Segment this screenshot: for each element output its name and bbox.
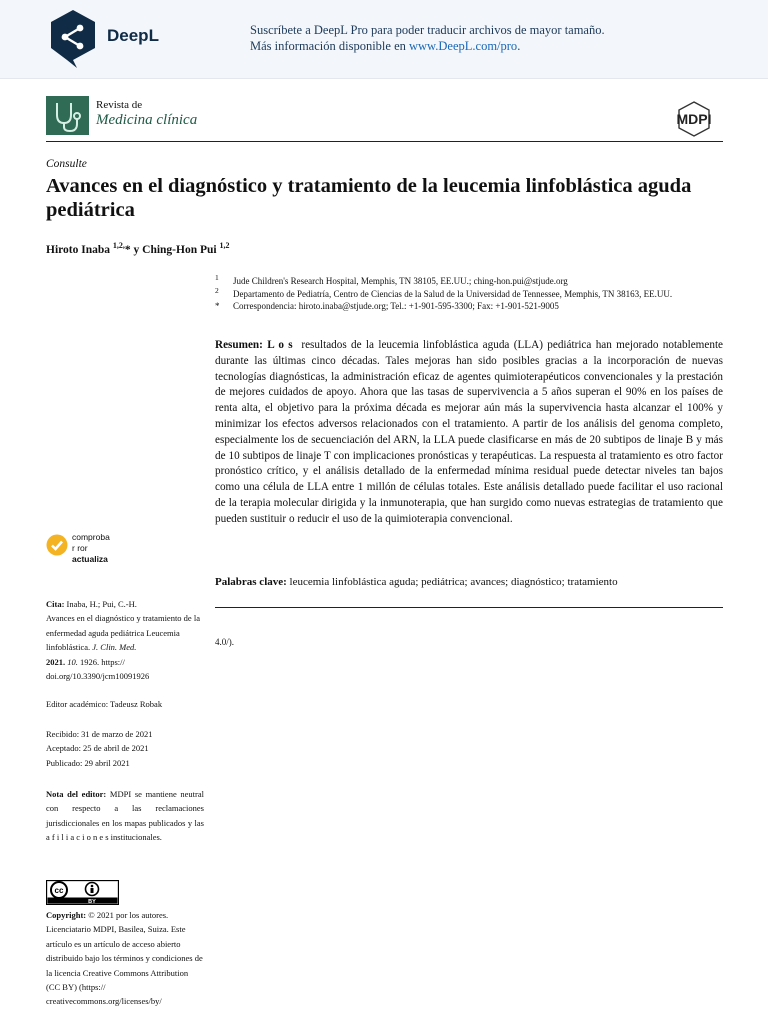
header-divider xyxy=(46,141,723,142)
author-list xyxy=(46,241,229,256)
date-received: Recibido: 31 de marzo de 2021 xyxy=(46,729,153,739)
check-updates-label[interactable] xyxy=(72,532,110,565)
deepl-pro-link[interactable]: www.DeepL.com/pro xyxy=(409,39,518,53)
affiliation-marker: 1 xyxy=(215,273,219,282)
banner-line-1: Suscríbete a DeepL Pro para poder traducir archivos de mayor tamaño. xyxy=(250,23,605,37)
citation-pages: 1926. https:// xyxy=(80,656,125,667)
citation-year: 2021. xyxy=(46,656,66,667)
author-1-affil: 1,2, xyxy=(112,241,125,250)
abstract-lead: L o s xyxy=(267,339,293,351)
copyright-label: Copyright: xyxy=(46,910,87,920)
publisher-note xyxy=(46,787,204,845)
citation-label: Cita: xyxy=(46,599,65,609)
deepl-logo-icon[interactable] xyxy=(47,8,99,70)
author-join: y xyxy=(133,243,140,256)
keywords xyxy=(215,576,723,588)
author-1-corresponding: * xyxy=(124,243,131,256)
citation-doi[interactable]: doi.org/10.3390/jcm10091926 xyxy=(46,671,150,682)
affiliation-item xyxy=(215,300,725,313)
cc-badge-text: BY xyxy=(88,899,96,905)
abstract xyxy=(215,338,723,528)
svg-text:cc: cc xyxy=(54,886,64,895)
publication-dates xyxy=(46,727,204,770)
affiliation-item xyxy=(215,275,725,288)
copyright-block xyxy=(46,908,204,1009)
abstract-label: Resumen: xyxy=(215,339,263,351)
check-updates-icon[interactable] xyxy=(46,534,68,556)
journal-prefix: Revista de xyxy=(96,99,143,111)
citation-block xyxy=(46,597,204,683)
citation-volume: 10. xyxy=(67,656,78,667)
citation-authors: Inaba, H.; Pui, C.-H. xyxy=(66,599,137,609)
affiliation-marker: 2 xyxy=(215,285,219,295)
affiliation-marker: * xyxy=(215,301,220,311)
abstract-divider xyxy=(215,607,723,608)
article-title: Avances en el diagnóstico y tratamiento de la leucemia linfoblástica aguda pediátrica xyxy=(46,175,692,221)
license-fragment: 4.0/). xyxy=(215,637,234,647)
affiliation-text: Jude Children's Research Hospital, Memphis, TN 38105, EE.UU.; ching-hon.pui@stjude.org xyxy=(233,276,568,286)
stethoscope-logo-icon xyxy=(46,96,89,135)
date-accepted: Aceptado: 25 de abril de 2021 xyxy=(46,743,149,754)
author-1: Hiroto Inaba xyxy=(46,243,111,256)
banner-line-2-prefix: Más información disponible en xyxy=(250,39,409,53)
article-type: Consulte xyxy=(46,158,87,170)
date-published: Publicado: 29 abril 2021 xyxy=(46,757,130,768)
affiliation-text: Correspondencia: hiroto.inaba@stjude.org; Tel.: +1-901-595-3300; Fax: +1-901-521-9005 xyxy=(233,301,559,311)
affiliation-item xyxy=(215,285,725,301)
abstract-text: resultados de la leucemia linfoblástica aguda (LLA) pediátrica han mejorado notablemente durante las últimas cinco décadas. Tales mejoras han sido posibles gracias a la incorporación de nuevas tecnologías diagnósticas, la administración eficaz de agentes quimioterapéuticos convencionales y la prestación de mejores cuidados de apoyo. Ahora que las tasas de supervivencia a 5 años superan el 90% en los países de renta alta, el objetivo para la próxima década es mejorar aún más la supervivencia hasta alcanzar el 100% y minimizar los efectos adversos relacionados con el tratamiento. A partir de los análisis del genoma completo, especialmente los de secuenciación del ARN, la LLA puede clasificarse en más de 20 subtipos de linaje B y más de 10 subtipos de linaje T con implicaciones pronósticas y terapéuticas. La respuesta al tratamiento es otro factor pronóstico crítico, y el análisis detallado de la enfermedad mínima residual puede detectar niveles tan bajos como una célula de LLA entre 1 millón de células totales. Este análisis detallado puede facilitar el uso racional de la terapia molecular dirigida y la inmunoterapia, que han surgido como nuevas estrategias de tratamiento que pueden sustituir o reducir el uso de la quimioterapia convencional. xyxy=(215,339,724,525)
academic-editor: Editor académico: Tadeusz Robak xyxy=(46,699,163,709)
check-updates-line-2: r ror xyxy=(72,543,88,553)
banner-text xyxy=(250,22,605,54)
mdpi-logo-text: MDPI xyxy=(676,111,712,127)
deepl-brand-name: DeepL xyxy=(107,26,159,45)
banner-line-2 xyxy=(250,38,605,54)
check-updates-line-1: comproba xyxy=(72,532,110,542)
deepl-banner xyxy=(0,0,768,79)
journal-name: Medicina clínica xyxy=(96,112,198,128)
author-2: Ching-Hon Pui xyxy=(142,243,217,256)
cc-by-license-icon[interactable] xyxy=(46,880,119,905)
keywords-label: Palabras clave: xyxy=(215,576,287,588)
publisher-note-text: MDPI se mantiene neutral con respecto a las reclamaciones jurisdiccionales en los mapas publicados y las a f i l i a c i o n e s institucionales. xyxy=(46,789,204,843)
banner-line-2-suffix: . xyxy=(517,39,521,53)
affiliations xyxy=(215,275,725,313)
citation-title: Avances en el diagnóstico y tratamiento de la enfermedad aguda pediátrica Leucemia linfoblástica. xyxy=(46,613,200,653)
author-2-affil: 1,2 xyxy=(219,241,230,250)
affiliation-text: Departamento de Pediatría, Centro de Ciencias de la Salud de la Universidad de Tennessee, Memphis, TN 38163, EE.UU. xyxy=(233,288,673,299)
copyright-text: © 2021 por los autores. Licenciatario MDPI, Basilea, Suiza. Este artículo es un artículo de acceso abierto distribuido bajo los términos y condiciones de la licencia Creative Commons Attribution (CC BY) (https:// creativecommons.org/licenses/by/ xyxy=(46,910,203,1007)
mdpi-logo-icon xyxy=(665,100,723,138)
citation-journal: J. Clin. Med. xyxy=(92,642,137,653)
keywords-text: leucemia linfoblástica aguda; pediátrica; avances; diagnóstico; tratamiento xyxy=(289,576,618,588)
check-updates-line-3: actualiza xyxy=(72,554,108,564)
publisher-note-label: Nota del editor: xyxy=(46,789,107,799)
